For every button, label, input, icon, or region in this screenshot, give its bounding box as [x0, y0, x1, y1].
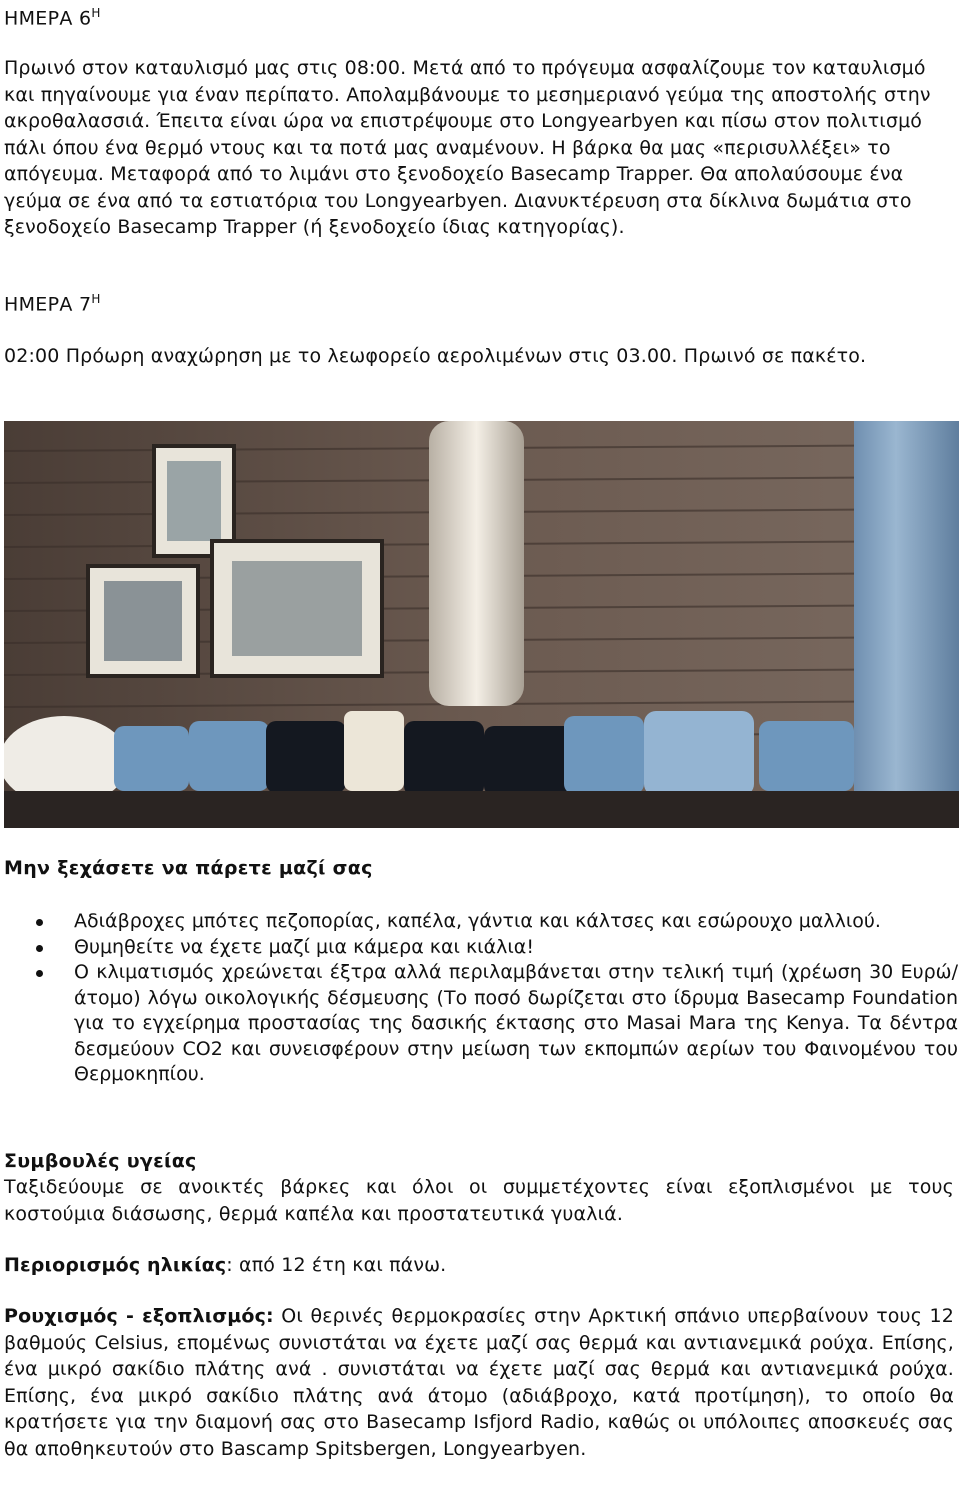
age-label: Περιορισμός ηλικίας [4, 1254, 227, 1276]
day7-heading [4, 292, 101, 315]
day6-heading [4, 6, 101, 29]
day7-superscript: Η [91, 292, 101, 306]
day6-label: ΗΜΕΡΑ 6 [4, 7, 92, 30]
day6-superscript: Η [91, 6, 101, 20]
day7-label: ΗΜΕΡΑ 7 [4, 293, 92, 316]
bullet-icon [36, 945, 43, 952]
bullet-icon [36, 919, 43, 926]
health-paragraph: Ταξιδεύουμε σε ανοικτές βάρκες και όλοι οι συμμετέχοντες είναι εξοπλισμένοι με τους κοστούμια διάσωσης, θερμά καπέλα και προστατευτικά γυαλιά. [4, 1176, 954, 1225]
dont-forget-title: Μην ξεχάσετε να πάρετε μαζί σας [4, 857, 373, 879]
list-item [4, 935, 958, 961]
list-item-text: Ο κλιματισμός χρεώνεται έξτρα αλλά περιλαμβάνεται στην τελική τιμή (χρέωση 30 Ευρώ/ άτομο) λόγω οικολογικής δέσμευσης (Το ποσό δωρίζεται στο ίδρυμα Basecamp Foundation για το εγχείρημα προστασίας της δασικής έκτασης στο Masai Mara της Kenya. Τα δέντρα δεσμεύουν CO2 και συνεισφέρουν στην μείωση των εκπομπών αερίων του Φαινομένου του Θερμοκηπίου. [74, 961, 958, 1085]
hotel-interior-photo [4, 421, 959, 828]
day7-paragraph: 02:00 Πρόωρη αναχώρηση με το λεωφορείο αερολιμένων στις 03.00. Πρωινό σε πακέτο. [4, 345, 867, 367]
clothing-paragraph [4, 1303, 954, 1462]
clothing-text: Οι θερινές θερμοκρασίες στην Αρκτική σπάνιο υπερβαίνουν τους 12 βαθμούς Celsius, επομένως συνιστάται να έχετε μαζί σας θερμά και αντιανεμικά ρούχα. Επίσης, ένα μικρό σακίδιο πλάτης ανά . συνιστάται να έχετε μαζί σας θερμά και αντιανεμικά ρούχα. Επίσης, ένα μικρό σακίδιο πλάτης ανά άτομο (αδιάβροχο, κατά προτίμηση), το οποίο θα κρατήσετε για την διαμονή σας στο Basecamp Isfjord Radio, καθώς οι υπόλοιπες αποσκευές σας θα αποθηκευτούν στο Bascamp Spitsbergen, Longyearbyen. [4, 1305, 954, 1460]
day6-paragraph: Πρωινό στον καταυλισμό μας στις 08:00. Μετά από το πρόγευμα ασφαλίζουμε τον καταυλισμό και πηγαίνουμε για έναν περίπατο. Απολαμβάνουμε το μεσημεριανό γεύμα της αποστολής στην ακροθαλασσιά. Έπειτα είναι ώρα να επιστρέψουμε στο Longyearbyen και πίσω στον πολιτισμό πάλι όπου ένα θερμό ντους και τα ποτά μας αναμένουν. Η βάρκα θα μας «περισυλλέξει» το απόγευμα. Μεταφορά από το λιμάνι στο ξενοδοχείο Basecamp Trapper. Θα απολαύσουμε ένα γεύμα σε ένα από τα εστιατόρια του Longyearbyen. Διανυκτέρευση στα δίκλινα δωμάτια στο ξενοδοχείο Basecamp Trapper (ή ξενοδοχείο ίδιας κατηγορίας). [4, 57, 931, 238]
list-item-text: Θυμηθείτε να έχετε μαζί μια κάμερα και κιάλια! [74, 935, 534, 958]
age-paragraph [4, 1252, 954, 1279]
list-item [4, 960, 958, 1088]
age-text: : από 12 έτη και πάνω. [226, 1254, 447, 1276]
list-item [4, 909, 958, 935]
list-item-text: Αδιάβροχες μπότες πεζοπορίας, καπέλα, γάντια και κάλτσες και εσώρουχο μαλλιού. [74, 910, 881, 932]
bullet-icon [36, 970, 43, 977]
hotel-interior-illustration [4, 421, 959, 828]
dont-forget-list [4, 909, 958, 1088]
clothing-label: Ρουχισμός - εξοπλισμός: [4, 1305, 274, 1327]
health-title: Συμβουλές υγείας [4, 1150, 197, 1172]
